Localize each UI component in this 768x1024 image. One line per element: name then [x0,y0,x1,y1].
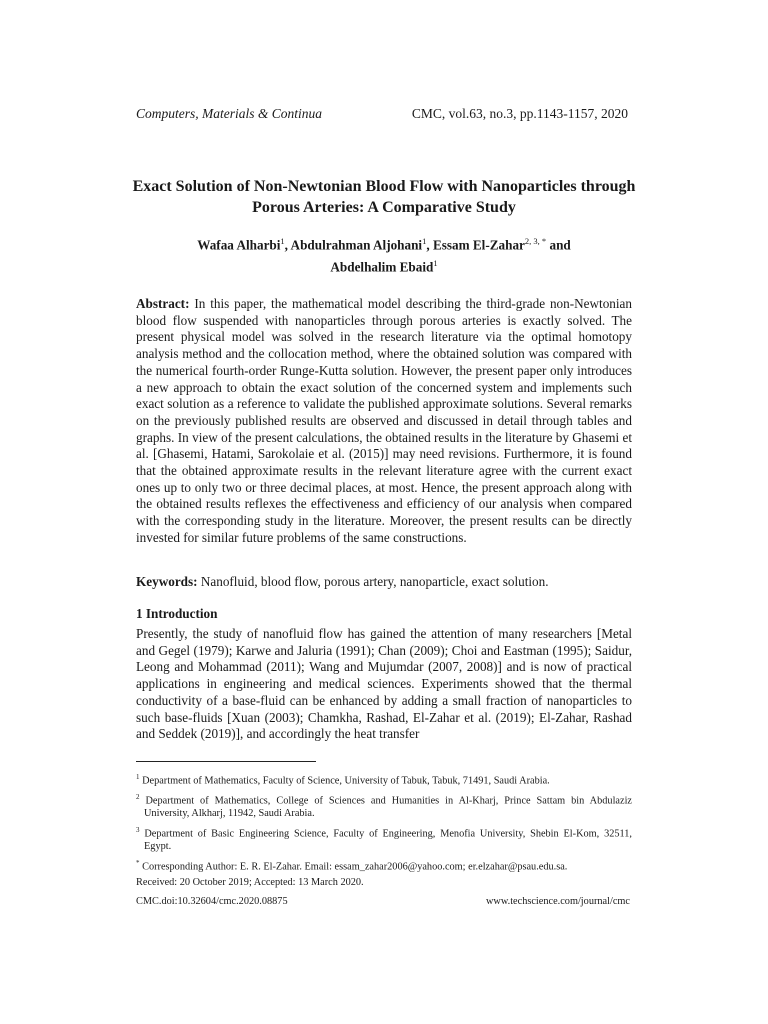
author-list [150,232,618,277]
keywords-label: Keywords: [136,574,198,589]
running-header [136,106,628,122]
footnote-mark: 2 [136,792,140,801]
section-heading: 1 Introduction [136,606,218,621]
footnote [136,791,632,821]
author-affiliation-mark: 1 [433,258,438,269]
footnote-mark: 1 [136,773,140,781]
author-name: Wafaa Alharbi [197,237,281,253]
footnote [136,824,632,854]
footnote-text: Department of Basic Engineering Science, Faculty of Engineering, Menofia University, Shebin El-Kom, 32511, Egypt. [144,828,633,853]
footnote-mark: * [136,858,140,867]
footnote-text: Department of Mathematics, Faculty of Science, University of Tabuk, Tabuk, 71491, Saudi Arabia. [142,775,550,787]
keywords-text: Nanofluid, blood flow, porous artery, nanoparticle, exact solution. [200,574,549,589]
author-name: Abdulrahman Aljohani [290,237,423,253]
author-affiliation-mark: 2, 3, * [524,236,547,246]
footnote-divider [136,761,316,762]
author-name: Essam El-Zahar [432,237,525,253]
introduction-text: Presently, the study of nanofluid flow has gained the attention of many researchers [Metal and Gegel (1979); Karwe and Jaluria (1991); Chan (2009); Choi and Eastman (1995); Saidur, Leong and Mohammad (2011); Wang and Mujumdar (2007, 2008)] and is now of practical applications in engineering and medical sciences. Experiments showed that the thermal conductivity of a base-fluid can be enhanced by adding a small fraction of nanoparticles to such base-fluids [Xuan (2003); Chamkha, Rashad, El-Zahar et al. (2019); El-Zahar, Rashad and Seddek (2019)], and accordingly the heat transfer [136,626,632,742]
author-affiliation-mark: 1 [280,236,285,246]
page-footer [136,896,630,907]
abstract [136,296,632,547]
author-name: Abdelhalim Ebaid [330,259,434,275]
received-dates: Received: 20 October 2019; Accepted: 13 March 2020. [136,877,364,889]
author-separator: , [284,237,291,253]
paper-title: Exact Solution of Non-Newtonian Blood Flow with Nanoparticles through Porous Arteries: A Comparative Study [132,178,636,216]
abstract-text: In this paper, the mathematical model describing the third-grade non-Newtonian blood flow suspended with nanoparticles through porous arteries is exactly solved. The present physical model was solved in the research literature via the optimal homotopy analysis method and the collocation method, where the obtained solution was compared with the numerical fourth-order Runge-Kutta solution. However, the present paper only introduces a new approach to obtain the exact solution of the concerned system and implements such exact solution as a reference to validate the published approximate solutions. Several remarks on the previously published results are observed and discussed in detail through tables and graphs. In view of the present calculations, the obtained results in the literature by Ghasemi et al. [Ghasemi, Hatami, Sarokolaie et al. (2015)] may need revisions. Furthermore, it is found that the obtained approximate results in the relevant literature agree with the current exact ones up to only two or three decimal places, at most. Hence, the present approach along with the obtained results reflexes the effectiveness and efficiency of our analysis when compared with the corresponding study in the literature. Moreover, the present results can be directly invested for similar future problems of the same constructions. [136,296,632,545]
footnotes [136,768,632,890]
footnote [136,771,632,788]
doi: CMC.doi:10.32604/cmc.2020.08875 [136,896,288,907]
footnote-text: Corresponding Author: E. R. El-Zahar. Email: essam_zahar2006@yahoo.com; er.elzahar@psau.edu.sa. [142,861,568,873]
journal-url[interactable]: www.techscience.com/journal/cmc [485,896,630,907]
citation-info: CMC, vol.63, no.3, pp.1143-1157, 2020 [411,106,628,121]
author-affiliation-mark: 1 [422,236,427,246]
journal-name: Computers, Materials & Continua [136,106,323,121]
footnote-text: Department of Mathematics, College of Sciences and Humanities in Al-Kharj, Prince Sattam bin Abdulaziz University, Alkharj, 11942, Saudi Arabia. [144,795,632,820]
footnote-mark: 3 [136,825,140,834]
footnote [136,857,632,874]
abstract-label: Abstract: [136,296,190,311]
keywords [136,574,632,591]
author-separator: and [546,237,571,253]
author-separator: , [426,237,433,253]
